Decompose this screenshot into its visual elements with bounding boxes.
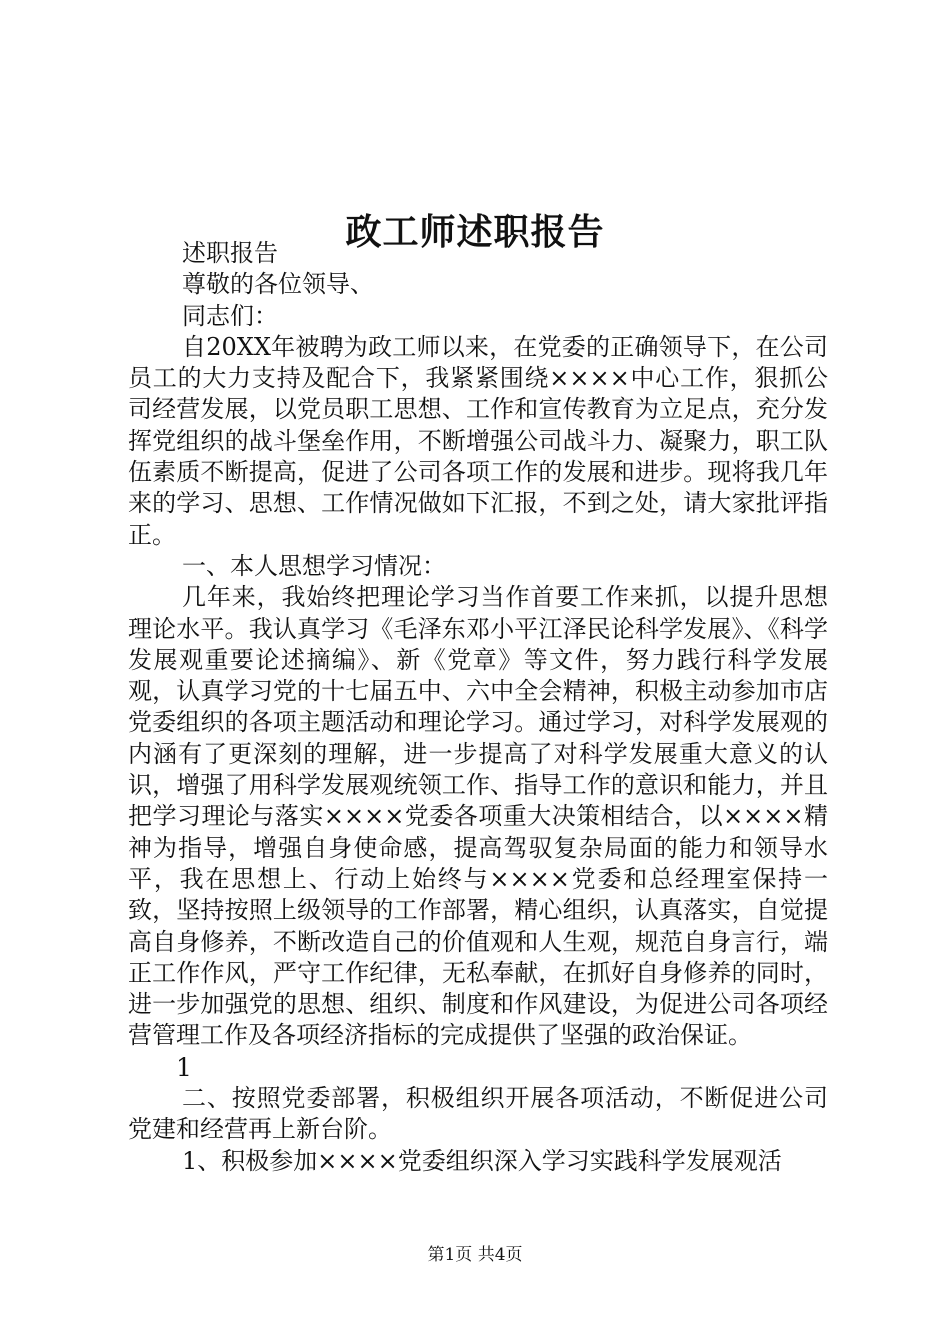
section-1-heading: 一、本人思想学习情况：	[182, 551, 446, 580]
document-body	[128, 238, 828, 1177]
salutation-line-1: 尊敬的各位领导、	[182, 270, 374, 299]
page-footer: 第1页 共4页	[427, 1245, 523, 1265]
intro-paragraph: 自20XX年被聘为政工师以来，在党委的正确领导下，在公司员工的大力支持及配合下，我紧紧围绕××××中心工作，狠抓公司经营发展，以党员职工思想、工作和宣传教育为立足点，充分发挥党组织的战斗堡垒作用，不断增强公司战斗力、凝聚力，职工队伍素质不断提高，促进了公司各项工作的发展和进步。现将我几年来的学习、思想、工作情况做如下汇报，不到之处，请大家批评指正。	[128, 332, 828, 549]
heading-line: 述职报告	[182, 239, 278, 267]
inline-page-number: 1	[176, 1052, 192, 1082]
section-1-paragraph: 几年来，我始终把理论学习当作首要工作来抓，以提升思想理论水平。我认真学习《毛泽东邓小平江泽民论科学发展》、《科学发展观重要论述摘编》、新《党章》等文件，努力践行科学发展观，认真学习党的十七届五中、六中全会精神，积极主动参加市店党委组织的各项主题活动和理论学习。通过学习，对科学发展观的内涵有了更深刻的理解，进一步提高了对科学发展重大意义的认识，增强了用科学发展观统领工作、指导工作的意识和能力，并且把学习理论与落实××××党委各项重大决策相结合，以××××精神为指导，增强自身使命感，提高驾驭复杂局面的能力和领导水平，我在思想上、行动上始终与××××党委和总经理室保持一致，坚持按照上级领导的工作部署，精心组织，认真落实，自觉提高自身修养，不断改造自己的价值观和人生观，规范自身言行，端正工作作风，严守工作纪律，无私奉献，在抓好自身修养的同时，进一步加强党的思想、组织、制度和作风建设，为促进公司各项经营管理工作及各项经济指标的完成提供了坚强的政治保证。	[128, 583, 828, 1050]
section-2-item-1: 1、积极参加××××党委组织深入学习实践科学发展观活	[182, 1146, 782, 1175]
section-2-heading: 二、按照党委部署，积极组织开展各项活动，不断促进公司党建和经营再上新台阶。	[128, 1084, 828, 1144]
document-title: 政工师述职报告	[345, 211, 605, 254]
salutation-line-2: 同志们：	[182, 301, 278, 330]
